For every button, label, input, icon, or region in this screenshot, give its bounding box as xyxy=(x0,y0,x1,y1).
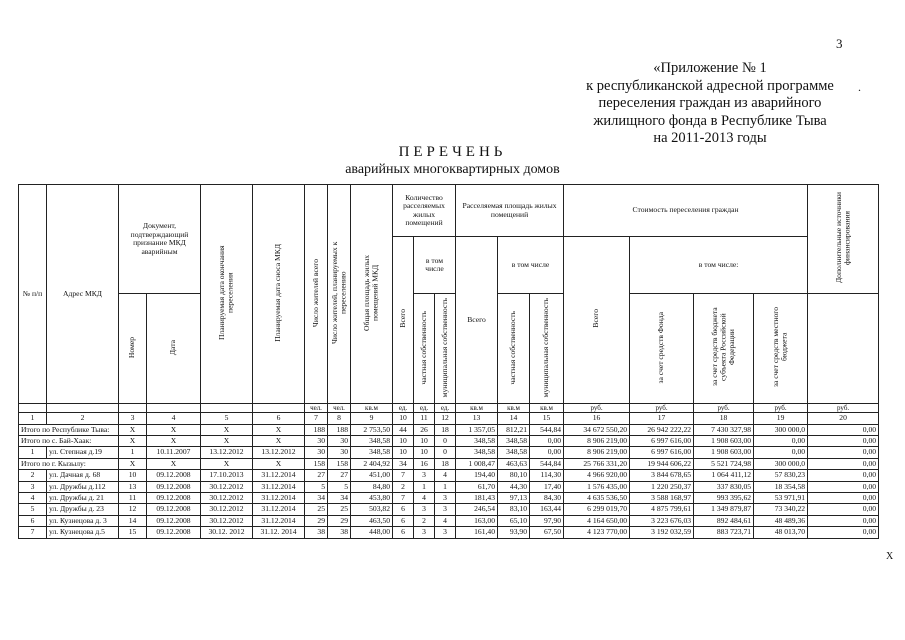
summary-cell: 26 942 222,22 xyxy=(630,424,694,435)
unit-cell: руб. xyxy=(754,403,808,412)
header-cost-local: за счет средств местного бюджета xyxy=(754,294,808,403)
table-cell: 0,00 xyxy=(808,470,879,481)
table-cell: 09.12.2008 xyxy=(147,515,201,526)
summary-cell: X xyxy=(201,424,253,435)
unit-cell xyxy=(47,403,119,412)
page-number: 3 xyxy=(836,36,843,51)
table-cell: 0,00 xyxy=(808,527,879,538)
summary-cell: 0,00 xyxy=(808,424,879,435)
table-cell: 0,00 xyxy=(808,515,879,526)
table-row xyxy=(19,481,879,492)
table-cell: 09.12.2008 xyxy=(147,493,201,504)
table-cell: 80,10 xyxy=(498,470,530,481)
col-number: 3 xyxy=(119,413,147,424)
table-cell: 1 576 435,00 xyxy=(564,481,630,492)
summary-cell: 0,00 xyxy=(808,458,879,469)
buildings-table xyxy=(18,184,879,539)
col-number: 16 xyxy=(564,413,630,424)
table-cell: 10 xyxy=(393,447,414,458)
table-cell: 10 xyxy=(414,447,435,458)
summary-cell: 30 xyxy=(305,436,328,447)
table-cell: 6 xyxy=(393,515,414,526)
unit-cell xyxy=(253,403,305,412)
table-cell: ул. Степная д.19 xyxy=(47,447,119,458)
table-cell: 09.12.2008 xyxy=(147,504,201,515)
table-cell: 4 xyxy=(19,493,47,504)
table-cell: 194,40 xyxy=(456,470,498,481)
table-cell: 44,30 xyxy=(498,481,530,492)
table-cell: 4 875 799,61 xyxy=(630,504,694,515)
col-number: 7 xyxy=(305,413,328,424)
summary-cell: 1 908 603,00 xyxy=(694,436,754,447)
annex-heading xyxy=(575,60,845,148)
summary-cell: 7 430 327,98 xyxy=(694,424,754,435)
header-address: Адрес МКД xyxy=(47,185,119,404)
header-in-that-number: в том числе xyxy=(414,237,456,294)
table-cell: 4 xyxy=(435,515,456,526)
table-cell: 4 635 536,50 xyxy=(564,493,630,504)
table-cell: 13.12.2012 xyxy=(201,447,253,458)
summary-cell: X xyxy=(119,424,147,435)
table-cell: ул. Кузнецова д. 3 xyxy=(47,515,119,526)
table-cell: 73 340,22 xyxy=(754,504,808,515)
summary-row-republic xyxy=(19,424,879,435)
summary-row-kyzyl xyxy=(19,458,879,469)
summary-cell: 16 xyxy=(414,458,435,469)
table-cell: 0,00 xyxy=(754,447,808,458)
table-cell: 114,30 xyxy=(530,470,564,481)
table-cell: 1 220 250,37 xyxy=(630,481,694,492)
summary-cell: 18 xyxy=(435,458,456,469)
table-cell: 3 xyxy=(414,470,435,481)
column-numbers-row xyxy=(19,413,879,424)
summary-cell: 158 xyxy=(328,458,351,469)
table-cell: 7 xyxy=(19,527,47,538)
table-cell: 67,50 xyxy=(530,527,564,538)
table-cell: 65,10 xyxy=(498,515,530,526)
table-cell: 448,00 xyxy=(351,527,393,538)
table-cell: 161,40 xyxy=(456,527,498,538)
table-cell: 31.12.2014 xyxy=(253,470,305,481)
table-cell: 3 xyxy=(414,527,435,538)
summary-cell: X xyxy=(201,436,253,447)
table-cell: 503,82 xyxy=(351,504,393,515)
table-cell: 61,70 xyxy=(456,481,498,492)
table-cell: 1 xyxy=(119,447,147,458)
table-row xyxy=(19,504,879,515)
table-cell: 34 xyxy=(328,493,351,504)
table-cell: 27 xyxy=(328,470,351,481)
summary-cell: 2 753,50 xyxy=(351,424,393,435)
summary-cell: 158 xyxy=(305,458,328,469)
table-cell: 53 971,91 xyxy=(754,493,808,504)
annex-line: к республиканской адресной программе xyxy=(586,77,834,94)
unit-cell: чел. xyxy=(328,403,351,412)
header-total-area: Общая площадь жилых помещений МКД xyxy=(351,185,393,404)
table-cell: 09.12.2008 xyxy=(147,527,201,538)
table-cell: 6 xyxy=(393,527,414,538)
header-area-municipal: муниципальная собственность xyxy=(530,294,564,403)
header-residents-total: Число жителей всего xyxy=(305,185,328,404)
table-cell: 57 830,23 xyxy=(754,470,808,481)
table-cell: 30.12.2012 xyxy=(201,481,253,492)
unit-cell xyxy=(201,403,253,412)
unit-cell: кв.м xyxy=(498,403,530,412)
header-additional-blank xyxy=(808,294,879,403)
annex-line: на 2011-2013 годы xyxy=(653,130,767,146)
summary-cell: 463,63 xyxy=(498,458,530,469)
table-cell: 1 908 603,00 xyxy=(694,447,754,458)
col-number: 18 xyxy=(694,413,754,424)
col-number: 4 xyxy=(147,413,201,424)
table-cell: ул. Дружбы д. 23 xyxy=(47,504,119,515)
table-cell: ул. Дачная д. 68 xyxy=(47,470,119,481)
table-cell: 0,00 xyxy=(808,493,879,504)
summary-cell: Итого по с. Бай-Хаак: xyxy=(19,436,119,447)
table-cell: 31.12.2014 xyxy=(253,493,305,504)
summary-cell: X xyxy=(253,458,305,469)
col-number: 5 xyxy=(201,413,253,424)
header-cost-in-that-number: в том числе: xyxy=(630,237,808,294)
header-area-in-that-number: в том числе xyxy=(498,237,564,294)
table-cell: 163,00 xyxy=(456,515,498,526)
table-cell: 17.10.2013 xyxy=(201,470,253,481)
summary-cell: 0 xyxy=(435,436,456,447)
table-cell: 3 223 676,03 xyxy=(630,515,694,526)
col-number: 1 xyxy=(19,413,47,424)
table-cell: 31.12.2014 xyxy=(253,504,305,515)
summary-cell: X xyxy=(147,458,201,469)
table-cell: 31.12.2014 xyxy=(253,481,305,492)
unit-cell xyxy=(119,403,147,412)
table-cell: 3 xyxy=(414,504,435,515)
summary-cell: 10 xyxy=(393,436,414,447)
table-cell: 6 299 019,70 xyxy=(564,504,630,515)
table-cell: 2 xyxy=(19,470,47,481)
table-cell: 30.12. 2012 xyxy=(201,527,253,538)
summary-cell: 300 000,0 xyxy=(754,424,808,435)
table-cell: 1 xyxy=(19,447,47,458)
col-number: 11 xyxy=(414,413,435,424)
unit-cell xyxy=(19,403,47,412)
col-number: 17 xyxy=(630,413,694,424)
table-cell: 18 354,58 xyxy=(754,481,808,492)
col-number: 12 xyxy=(435,413,456,424)
table-cell: 1 064 411,12 xyxy=(694,470,754,481)
table-cell: 30.12.2012 xyxy=(201,493,253,504)
table-cell: 3 xyxy=(435,527,456,538)
table-cell: 348,58 xyxy=(456,447,498,458)
table-row xyxy=(19,470,879,481)
summary-cell: X xyxy=(253,436,305,447)
table-cell: 7 xyxy=(393,470,414,481)
summary-cell: X xyxy=(147,436,201,447)
col-number: 6 xyxy=(253,413,305,424)
header-residents-planned: Число жителей, планируемых к переселению xyxy=(328,185,351,404)
table-cell: 97,13 xyxy=(498,493,530,504)
table-cell: 0 xyxy=(435,447,456,458)
table-cell: 93,90 xyxy=(498,527,530,538)
summary-cell: 0,00 xyxy=(530,436,564,447)
unit-cell: ед. xyxy=(435,403,456,412)
summary-cell: 19 944 606,22 xyxy=(630,458,694,469)
summary-cell: X xyxy=(201,458,253,469)
header-planned-demolition: Планируемая дата сноса МКД xyxy=(253,185,305,404)
table-cell: 451,00 xyxy=(351,470,393,481)
table-cell: 883 723,71 xyxy=(694,527,754,538)
col-number: 13 xyxy=(456,413,498,424)
header-count-total: Всего xyxy=(393,237,414,404)
table-cell: 463,50 xyxy=(351,515,393,526)
table-cell: 13 xyxy=(119,481,147,492)
table-cell: ул. Дружбы д. 21 xyxy=(47,493,119,504)
summary-cell: 1 008,47 xyxy=(456,458,498,469)
document-title: ПЕРЕЧЕНЬ xyxy=(398,144,507,160)
header-municipal: муниципальная собственность xyxy=(435,294,456,403)
table-cell: 29 xyxy=(305,515,328,526)
summary-cell: 34 xyxy=(393,458,414,469)
table-row xyxy=(19,527,879,538)
table-cell: 83,10 xyxy=(498,504,530,515)
col-number: 14 xyxy=(498,413,530,424)
header-cost-subject: за счет средств бюджета субъекта Российской Федерации xyxy=(694,294,754,403)
table-cell: 17,40 xyxy=(530,481,564,492)
summary-cell: 0,00 xyxy=(754,436,808,447)
table-cell: 38 xyxy=(305,527,328,538)
table-cell: 1 xyxy=(414,481,435,492)
table-cell: 0,00 xyxy=(530,447,564,458)
unit-cell: кв.м xyxy=(351,403,393,412)
table-cell: 3 844 678,65 xyxy=(630,470,694,481)
table-cell: 6 xyxy=(393,504,414,515)
table-cell: 27 xyxy=(305,470,328,481)
col-number: 10 xyxy=(393,413,414,424)
table-cell: 1 349 879,87 xyxy=(694,504,754,515)
table-cell: 993 395,62 xyxy=(694,493,754,504)
table-cell: 30 xyxy=(328,447,351,458)
unit-cell: руб. xyxy=(694,403,754,412)
table-cell: 09.12.2008 xyxy=(147,470,201,481)
summary-cell: 188 xyxy=(328,424,351,435)
summary-cell: 812,21 xyxy=(498,424,530,435)
table-cell: 3 192 032,59 xyxy=(630,527,694,538)
table-cell: 6 xyxy=(19,515,47,526)
header-cost-total: Всего xyxy=(564,237,630,404)
table-cell: 4 123 770,00 xyxy=(564,527,630,538)
summary-cell: 1 357,05 xyxy=(456,424,498,435)
table-cell: 6 997 616,00 xyxy=(630,447,694,458)
table-cell: 5 xyxy=(328,481,351,492)
header-area-resettled: Расселяемая площадь жилых помещений xyxy=(456,185,564,237)
table-cell: 31.12. 2014 xyxy=(253,527,305,538)
table-cell: 8 906 219,00 xyxy=(564,447,630,458)
unit-cell: ед. xyxy=(393,403,414,412)
table-cell: 0,00 xyxy=(808,447,879,458)
table-cell: ул. Кузнецова д.5 xyxy=(47,527,119,538)
table-row xyxy=(19,493,879,504)
summary-cell: 0,00 xyxy=(808,436,879,447)
summary-cell: 18 xyxy=(435,424,456,435)
table-cell: 163,44 xyxy=(530,504,564,515)
table-cell: 10 xyxy=(119,470,147,481)
summary-cell: X xyxy=(147,424,201,435)
header-private: частная собственность xyxy=(414,294,435,403)
table-cell: 348,58 xyxy=(351,447,393,458)
table-cell: 25 xyxy=(305,504,328,515)
summary-cell: 30 xyxy=(328,436,351,447)
col-number: 2 xyxy=(47,413,119,424)
table-cell: 0,00 xyxy=(808,504,879,515)
table-cell: 31.12.2014 xyxy=(253,515,305,526)
document-subtitle: аварийных многоквартирных домов xyxy=(345,162,560,177)
summary-cell: 34 672 550,20 xyxy=(564,424,630,435)
table-cell: 48 489,36 xyxy=(754,515,808,526)
summary-cell: Итого по г. Кызылу: xyxy=(19,458,119,469)
summary-cell: 544,84 xyxy=(530,424,564,435)
table-cell: 3 xyxy=(19,481,47,492)
header-count-premises: Количество расселяемых жилых помещений xyxy=(393,185,456,237)
unit-cell: руб. xyxy=(564,403,630,412)
summary-cell: 348,58 xyxy=(498,436,530,447)
col-number: 20 xyxy=(808,413,879,424)
table-cell: 7 xyxy=(393,493,414,504)
table-cell: 892 484,61 xyxy=(694,515,754,526)
units-row xyxy=(19,403,879,412)
summary-cell: 188 xyxy=(305,424,328,435)
table-cell: 97,90 xyxy=(530,515,564,526)
summary-cell: X xyxy=(253,424,305,435)
unit-cell: чел. xyxy=(305,403,328,412)
table-cell: 2 xyxy=(393,481,414,492)
table-cell: 181,43 xyxy=(456,493,498,504)
summary-cell: 5 521 724,98 xyxy=(694,458,754,469)
header-doc-number: Номер xyxy=(119,294,147,403)
summary-cell: 10 xyxy=(414,436,435,447)
table-cell: 2 xyxy=(414,515,435,526)
summary-cell: 2 404,92 xyxy=(351,458,393,469)
table-cell: 34 xyxy=(305,493,328,504)
header-cost-fund: за счет средств Фонда xyxy=(630,294,694,403)
table-cell: 10.11.2007 xyxy=(147,447,201,458)
unit-cell: руб. xyxy=(808,403,879,412)
header-additional: Дополнительные источники финансирования xyxy=(808,185,879,294)
header-area-total: Всего xyxy=(456,237,498,404)
summary-cell: 300 000,0 xyxy=(754,458,808,469)
header-num: № п/п xyxy=(19,185,47,404)
table-cell: 12 xyxy=(119,504,147,515)
summary-cell: 6 997 616,00 xyxy=(630,436,694,447)
table-cell: 5 xyxy=(305,481,328,492)
table-cell: 30.12.2012 xyxy=(201,504,253,515)
header-doc-date: Дата xyxy=(147,294,201,403)
summary-cell: Итого по Республике Тыва: xyxy=(19,424,119,435)
summary-cell: 8 906 219,00 xyxy=(564,436,630,447)
header-cost: Стоимость переселения граждан xyxy=(564,185,808,237)
stray-dot: . xyxy=(858,80,861,94)
table-cell: 84,30 xyxy=(530,493,564,504)
table-cell: 4 xyxy=(414,493,435,504)
summary-cell: X xyxy=(119,436,147,447)
summary-cell: 544,84 xyxy=(530,458,564,469)
table-cell: 14 xyxy=(119,515,147,526)
table-cell: 25 xyxy=(328,504,351,515)
table-cell: 15 xyxy=(119,527,147,538)
summary-cell: X xyxy=(119,458,147,469)
table-cell: 30.12.2012 xyxy=(201,515,253,526)
table-cell: 453,80 xyxy=(351,493,393,504)
summary-cell: 26 xyxy=(414,424,435,435)
annex-line: жилищного фонда в Республике Тыва xyxy=(593,112,827,129)
summary-cell: 25 766 331,20 xyxy=(564,458,630,469)
col-number: 19 xyxy=(754,413,808,424)
table-cell: 4 xyxy=(435,470,456,481)
table-row xyxy=(19,447,879,458)
table-cell: 3 xyxy=(435,504,456,515)
summary-cell: 348,58 xyxy=(351,436,393,447)
unit-cell: ед. xyxy=(414,403,435,412)
table-cell: 348,58 xyxy=(498,447,530,458)
table-cell: 4 164 650,00 xyxy=(564,515,630,526)
col-number: 8 xyxy=(328,413,351,424)
unit-cell: кв.м xyxy=(530,403,564,412)
table-cell: 337 830,05 xyxy=(694,481,754,492)
table-cell: 4 966 920,00 xyxy=(564,470,630,481)
table-cell: 1 xyxy=(435,481,456,492)
unit-cell: руб. xyxy=(630,403,694,412)
table-cell: 5 xyxy=(19,504,47,515)
table-cell: 246,54 xyxy=(456,504,498,515)
table-cell: 11 xyxy=(119,493,147,504)
unit-cell: кв.м xyxy=(456,403,498,412)
table-cell: 29 xyxy=(328,515,351,526)
annex-line: переселения граждан из аварийного xyxy=(598,95,822,111)
table-cell: 0,00 xyxy=(808,481,879,492)
annex-line: «Приложение № 1 xyxy=(653,60,767,76)
header-planned-resettlement: Планируемая дата окончания переселения xyxy=(201,185,253,404)
header-document: Документ, подтверждающий признание МКД аварийным xyxy=(119,185,201,294)
table-cell: 3 xyxy=(435,493,456,504)
col-number: 9 xyxy=(351,413,393,424)
table-cell: 09.12.2008 xyxy=(147,481,201,492)
table-cell: 13.12.2012 xyxy=(253,447,305,458)
table-cell: 30 xyxy=(305,447,328,458)
header-area-private: частная собственность xyxy=(498,294,530,403)
table-cell: ул. Дружбы д.112 xyxy=(47,481,119,492)
summary-row-bai-khaak xyxy=(19,436,879,447)
summary-cell: 44 xyxy=(393,424,414,435)
col-number: 15 xyxy=(530,413,564,424)
summary-cell: 348,58 xyxy=(456,436,498,447)
margin-x-mark: X xyxy=(886,551,894,562)
table-row xyxy=(19,515,879,526)
unit-cell xyxy=(147,403,201,412)
table-cell: 84,80 xyxy=(351,481,393,492)
table-cell: 38 xyxy=(328,527,351,538)
table-cell: 48 013,70 xyxy=(754,527,808,538)
table-cell: 3 588 168,97 xyxy=(630,493,694,504)
